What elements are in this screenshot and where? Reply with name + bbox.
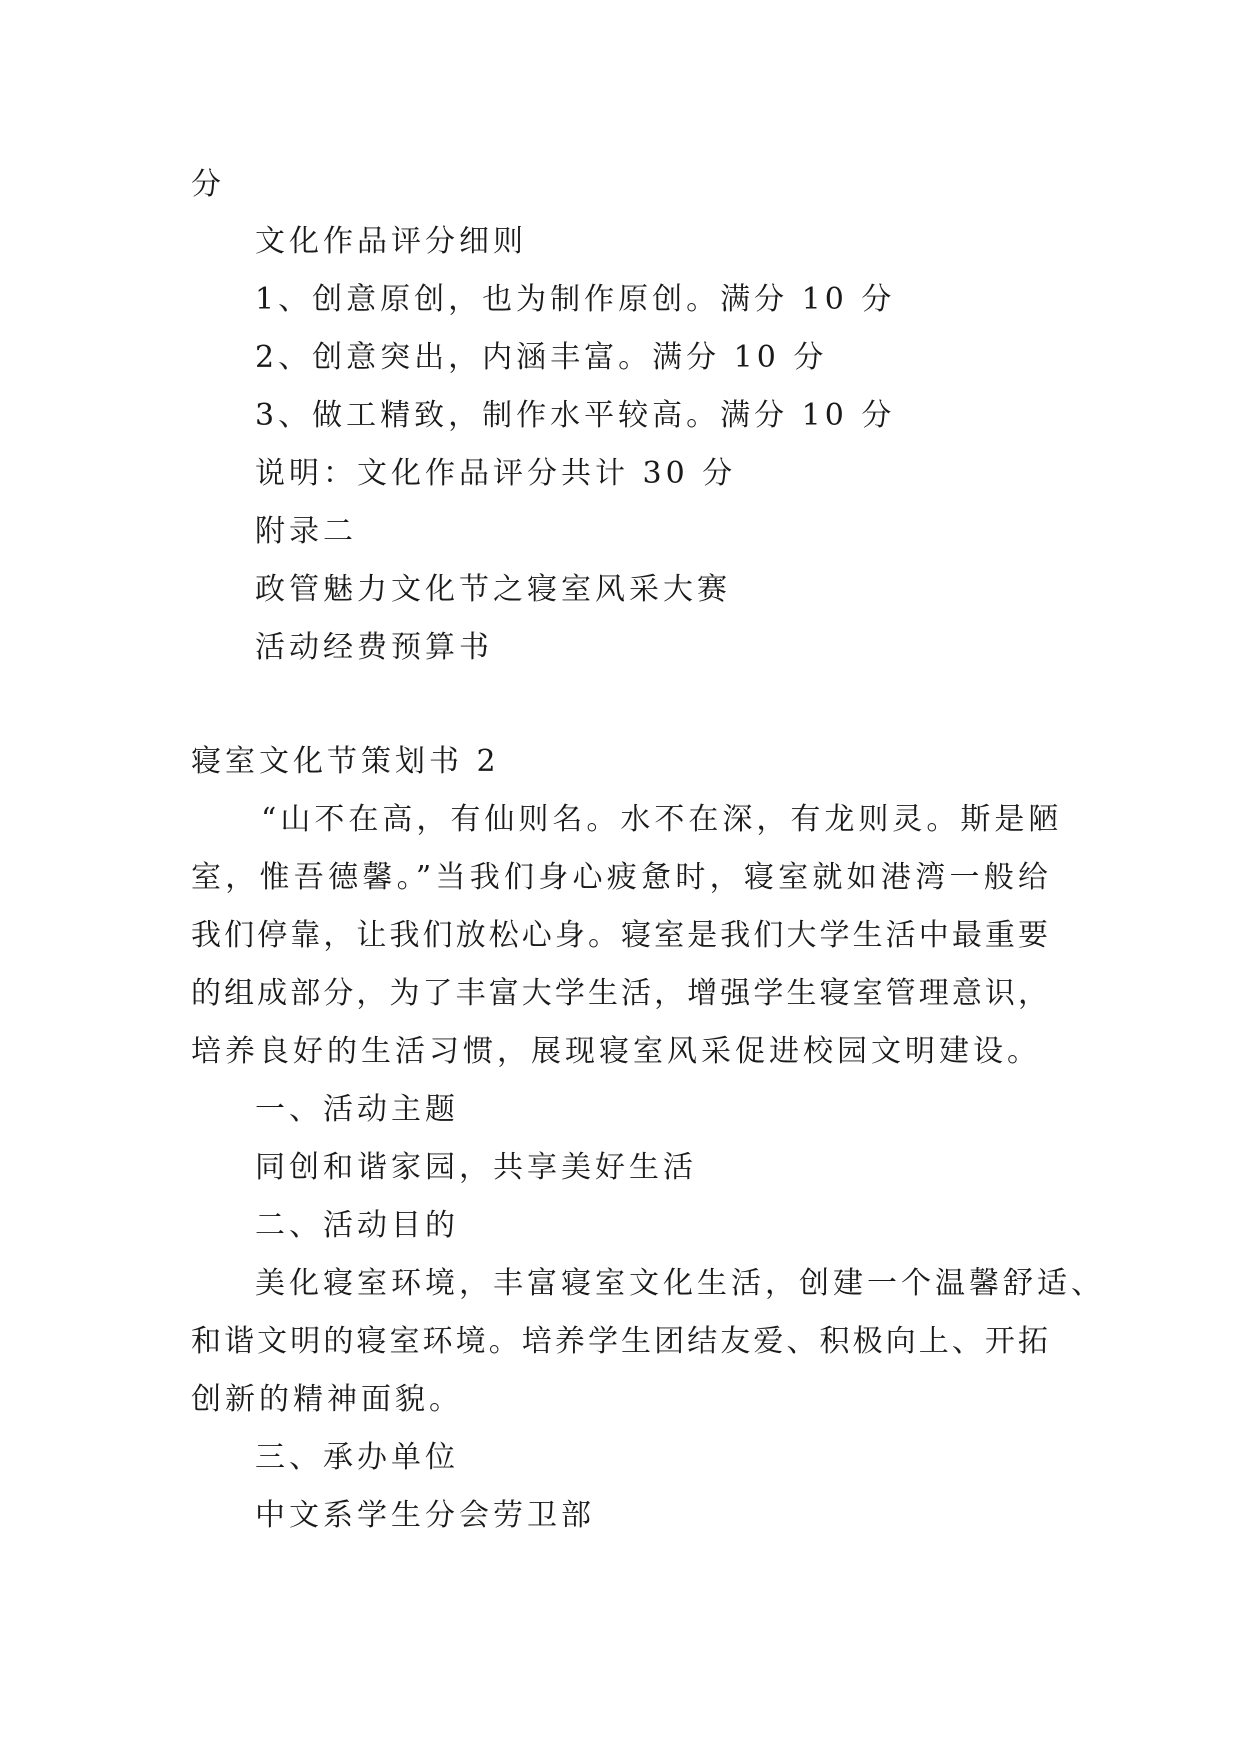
text-line: 说明：文化作品评分共计 30 分 bbox=[255, 456, 737, 491]
text-line: 中文系学生分会劳卫部 bbox=[255, 1498, 595, 1533]
paragraph-line: “山不在高，有仙则名。水不在深，有龙则灵。斯是陋 bbox=[261, 802, 1063, 837]
paragraph-line: 美化寝室环境，丰富寝室文化生活，创建一个温馨舒适、 bbox=[255, 1266, 1105, 1301]
section-heading: 一、活动主题 bbox=[255, 1092, 459, 1127]
paragraph-line: 的组成部分，为了丰富大学生活，增强学生寝室管理意识， bbox=[191, 976, 1051, 1011]
section-heading: 附录二 bbox=[255, 514, 357, 549]
paragraph-line: 和谐文明的寝室环境。培养学生团结友爱、积极向上、开拓 bbox=[191, 1324, 1051, 1359]
section-heading: 二、活动目的 bbox=[255, 1208, 459, 1243]
document-title: 寝室文化节策划书 2 bbox=[191, 744, 500, 779]
section-heading: 活动经费预算书 bbox=[255, 630, 493, 665]
section-heading: 政管魅力文化节之寝室风采大赛 bbox=[255, 572, 731, 607]
text-line: 同创和谐家园，共享美好生活 bbox=[255, 1150, 697, 1185]
text-line: 2、创意突出，内涵丰富。满分 10 分 bbox=[255, 340, 828, 375]
paragraph-line: 室，惟吾德馨。”当我们身心疲惫时，寝室就如港湾一般给 bbox=[191, 860, 1051, 895]
paragraph-line: 我们停靠，让我们放松心身。寝室是我们大学生活中最重要 bbox=[191, 918, 1051, 953]
section-heading: 文化作品评分细则 bbox=[255, 224, 527, 259]
text-line: 分 bbox=[191, 167, 225, 202]
section-heading: 三、承办单位 bbox=[255, 1440, 459, 1475]
paragraph-line: 培养良好的生活习惯，展现寝室风采促进校园文明建设。 bbox=[191, 1034, 1041, 1069]
text-line: 1、创意原创，也为制作原创。满分 10 分 bbox=[255, 282, 896, 317]
paragraph-line: 创新的精神面貌。 bbox=[191, 1382, 463, 1417]
text-line: 3、做工精致，制作水平较高。满分 10 分 bbox=[255, 398, 896, 433]
